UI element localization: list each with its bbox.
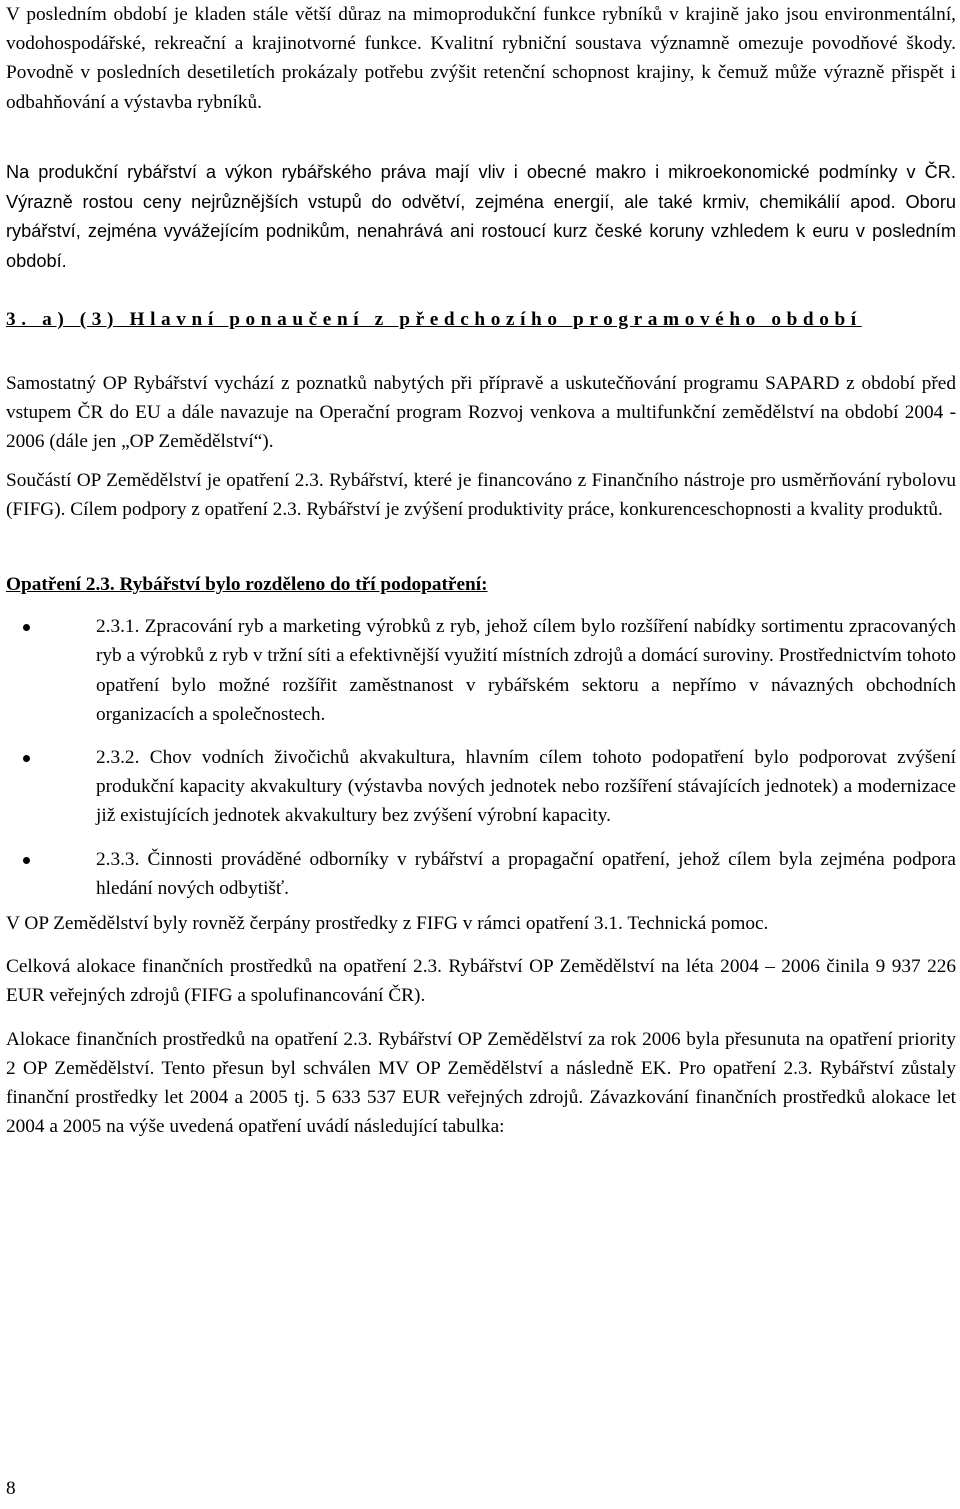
section-body	[6, 369, 956, 1141]
section-paragraph-1: Samostatný OP Rybářství vychází z poznatků nabytých při přípravě a uskutečňování programu SAPARD z období před vstupem ČR do EU a dále navazuje na Operační program Rozvoj venkova a multifunkční zemědělství na období 2004 - 2006 (dále jen „OP Zemědělství“).	[6, 373, 956, 453]
submeasure-list	[6, 612, 956, 903]
bullet-icon	[23, 624, 30, 631]
list-item-text: 2.3.1. Zpracování ryb a marketing výrobků z ryb, jehož cílem bylo rozšíření nabídky sortimentu zpracovaných ryb a výrobků z ryb v tržní síti a efektivnější využití místních zdrojů a domácí suroviny. Prostřednictvím tohoto opatření bylo možné rozšířit zaměstnanost v rybářském sektoru a nepřímo v návazných obchodních organizacích a společnostech.	[96, 616, 956, 725]
section-heading: 3. a) (3) Hlavní ponaučení z předchozího programového období	[6, 309, 862, 330]
list-item-text: 2.3.3. Činnosti prováděné odborníky v rybářství a propagační opatření, jehož cílem byla zejména podpora hledání nových odbytišť.	[96, 848, 956, 899]
page-number: 8	[6, 1478, 16, 1499]
list-item	[23, 845, 956, 903]
intro-paragraph-1: V posledním období je kladen stále větší důraz na mimoprodukční funkce rybníků v krajině jako jsou environmentální, vodohospodářské, rekreační a krajinotvorné funkce. Kvalitní rybniční soustava významně omezuje povodňové škody. Povodně v posledních desetiletích prokázaly potřebu zvýšit retenční schopnost krajiny, k čemuž může výrazně přispět i odbahňování a výstavba rybníků.	[6, 4, 956, 113]
list-item	[23, 612, 956, 729]
section-paragraph-3: V OP Zemědělství byly rovněž čerpány prostředky z FIFG v rámci opatření 3.1. Technická pomoc.	[6, 913, 769, 935]
measure-subheading: Opatření 2.3. Rybářství bylo rozděleno do tří podopatření:	[6, 574, 488, 596]
section-paragraph-2: Součástí OP Zemědělství je opatření 2.3. Rybářství, které je financováno z Finančního nástroje pro usměrňování rybolovu (FIFG). Cílem podpory z opatření 2.3. Rybářství je zvýšení produktivity práce, konkurenceschopnosti a kvality produktů.	[6, 469, 956, 520]
bullet-icon	[23, 755, 30, 762]
section-paragraph-5: Alokace finančních prostředků na opatření 2.3. Rybářství OP Zemědělství za rok 2006 byla přesunuta na opatření priority 2 OP Zemědělství. Tento přesun byl schválen MV OP Zemědělství a následně EK. Pro opatření 2.3. Rybářství zůstaly finanční prostředky let 2004 a 2005 tj. 5 633 537 EUR veřejných zdrojů. Závazkování finančních prostředků alokace let 2004 a 2005 na výše uvedená opatření uvádí následující tabulka:	[6, 1028, 956, 1138]
list-item-text: 2.3.2. Chov vodních živočichů akvakultura, hlavním cílem tohoto podopatření bylo podporovat zvýšení produkční kapacity akvakultury (výstavba nových jednotek nebo rozšíření stávajících jednotek) a modernizace již existujících jednotek akvakultury bez zvýšení výrobní kapacity.	[96, 747, 956, 827]
bullet-icon	[23, 857, 30, 864]
list-item	[23, 743, 956, 831]
section-paragraph-4: Celková alokace finančních prostředků na opatření 2.3. Rybářství OP Zemědělství na léta 2004 – 2006 činila 9 937 226 EUR veřejných zdrojů (FIFG a spolufinancování ČR).	[6, 956, 956, 1007]
intro-paragraph-2: Na produkční rybářství a výkon rybářského práva mají vliv i obecné makro i mikroekonomické podmínky v ČR. Výrazně rostou ceny nejrůznějších vstupů do odvětví, zejména energií, ale také krmiv, chemikálií apod. Oboru rybářství, zejména vyvážejícím podnikům, nenahrává ani rostoucí kurz české koruny vzhledem k euru v posledním období.	[6, 162, 956, 271]
